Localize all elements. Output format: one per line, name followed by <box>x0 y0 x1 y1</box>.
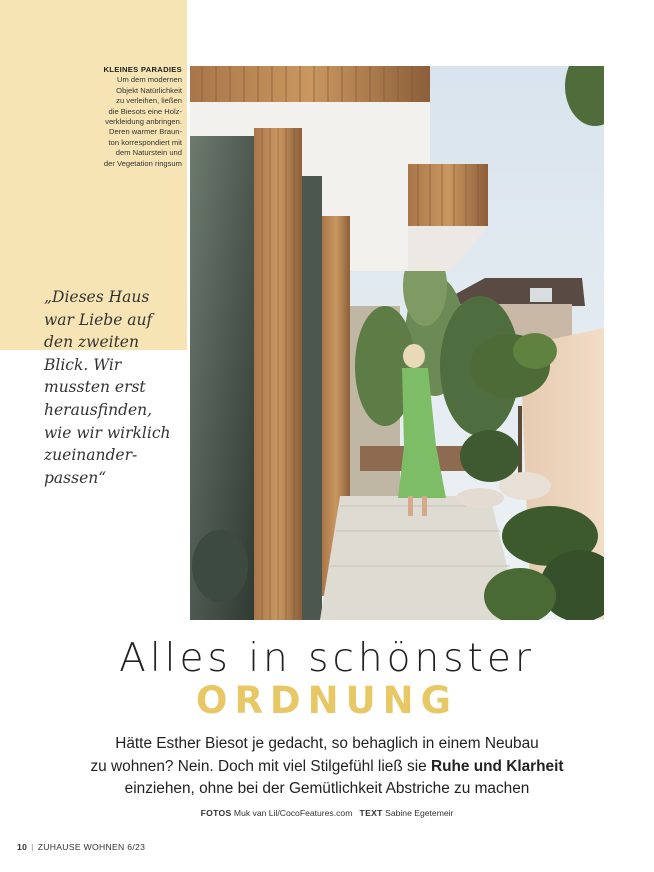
caption-line: dem Naturstein und <box>115 148 182 158</box>
caption-line: der Vegetation ringsum <box>103 158 182 168</box>
text-credit-label: TEXT <box>359 808 383 818</box>
photo-caption <box>70 65 182 169</box>
lead-line-3: einziehen, ohne bei der Gemütlichkeit Abstriche zu machen <box>124 780 530 798</box>
issue-number: 6/23 <box>127 842 146 852</box>
text-credit-name: Sabine Egetemeir <box>385 808 454 818</box>
caption-line: Um dem modernen <box>117 75 182 85</box>
caption-line: Objekt Natürlichkeit <box>116 85 182 95</box>
page-number: 10 <box>17 842 28 852</box>
lead-line-2 <box>40 756 614 779</box>
photo-credit-label: FOTOS <box>200 808 232 818</box>
magazine-name: ZUHAUSE WOHNEN <box>37 842 125 852</box>
quote-line: Blick. Wir <box>44 355 122 374</box>
lead-line-2-text: zu wohnen? Nein. Doch mit viel Stilgefühl ließ sie <box>90 757 427 775</box>
quote-line: „Dieses Haus <box>44 288 150 306</box>
lead-paragraph <box>40 733 614 801</box>
quote-line: den zweiten <box>44 333 139 352</box>
pull-quote <box>44 286 184 489</box>
caption-heading: KLEINES PARADIES <box>103 65 182 74</box>
quote-line: zueinander- <box>44 446 138 465</box>
credits <box>0 808 654 818</box>
caption-line: ton korrespondiert mit <box>108 137 182 147</box>
lead-line-1: Hätte Esther Biesot je gedacht, so behaglich in einem Neubau <box>115 735 539 752</box>
lead-emphasis: Ruhe und Klarheit <box>430 757 564 775</box>
caption-line: die Biesots eine Holz- <box>108 106 182 116</box>
caption-line: verkleidung anbringen. <box>105 117 182 127</box>
caption-line: zu verleihen, ließen <box>116 96 182 106</box>
house-garden-photo <box>190 66 604 620</box>
quote-line: herausfinden, <box>44 400 153 419</box>
photo-credit-name: Muk van Lil/CocoFeatures.com <box>233 808 353 818</box>
page-footer <box>17 842 145 852</box>
quote-line: war Liebe auf <box>44 310 153 329</box>
quote-line: wie wir wirklich <box>44 423 171 442</box>
quote-line: passen“ <box>44 468 107 487</box>
caption-line: Deren warmer Braun- <box>108 127 182 137</box>
footer-separator: | <box>31 842 34 852</box>
quote-line: mussten erst <box>44 378 146 397</box>
headline-line-1: Alles in schönster <box>119 636 535 681</box>
headline-line-2: ORDNUNG <box>195 679 458 722</box>
